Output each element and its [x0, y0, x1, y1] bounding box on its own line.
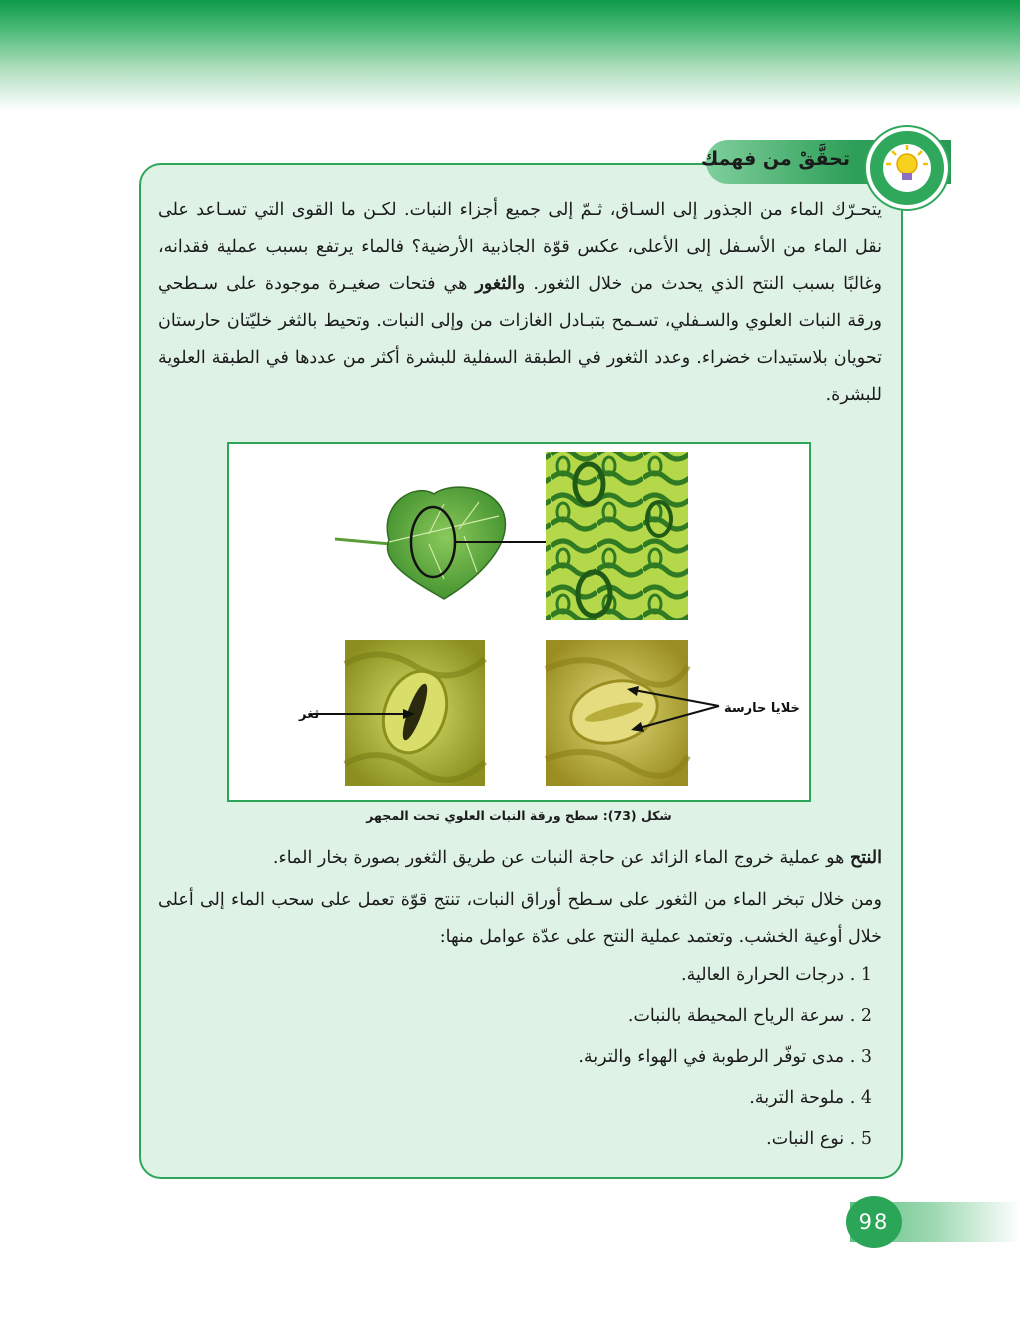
paragraph-transpiration: [158, 840, 882, 877]
factor-item-4: 4 . ملوحة التربة.: [749, 1088, 872, 1108]
page-number: 98: [846, 1196, 902, 1248]
paragraph-factors-intro: ومن خلال تبخر الماء من الثغور على سـطح أوراق النبات، تنتج قوّة تعمل على سحب الماء إلى أعلى خلال أوعية الخشب. وتعتمد عملية النتح على عدّة عوامل منها:: [158, 890, 882, 947]
figure-illustration: [229, 444, 809, 800]
term-transpiration: النتح: [849, 848, 882, 868]
epidermis-micrograph: [546, 452, 688, 620]
section-title: تحقَّقْ من فهمك: [700, 148, 850, 170]
factor-item-3: 3 . مدى توفّر الرطوبة في الهواء والتربة.: [578, 1047, 872, 1067]
label-stoma: ثغر: [299, 707, 320, 722]
top-header-band: [0, 0, 1020, 110]
factor-item-2: 2 . سرعة الرياح المحيطة بالنبات.: [627, 1006, 872, 1026]
paragraph1-part1: يتحـرّك الماء من الجذور إلى السـاق، ثـمّ إلى جميع أجزاء النبات. لكـن ما القوى التي تسـاعد على نقل الماء من الأسـفل إلى الأعلى، عكس قوّة الجاذبية الأرضية؟ فالماء يرتفع بسبب عملية فقدانه، وغالبًا بسبب النتح الذي يحدث من خلال الثغور. و: [158, 200, 882, 294]
term-stomata: الثغور: [475, 274, 517, 294]
label-guard-cells: خلايا حارسة: [724, 701, 800, 716]
factor-item-5: 5 . نوع النبات.: [766, 1129, 872, 1149]
guard-cells-micrograph: [546, 640, 688, 786]
leaf-image: [335, 487, 505, 599]
paragraph1-part2: هي فتحات صغيـرة موجودة على سـطحي ورقة النبات العلوي والسـفلي، تسـمح بتبـادل الغازات من وإلى النبات. وتحيط بالثغر خليّتان حارستان تحويان بلاستيدات خضراء. وعدد الثغور في الطبقة السفلية للبشرة أكثر من عددها في الطبقة العلوية للبشرة.: [158, 274, 882, 405]
paragraph2-text: هو عملية خروج الماء الزائد عن حاجة النبات عن طريق الثغور بصورة بخار الماء.: [272, 848, 850, 868]
figure-leaf-microscope: [227, 442, 811, 802]
figure-caption: شكل (73): سطح ورقة النبات العلوي تحت المجهر: [366, 808, 672, 823]
factor-item-1: 1 . درجات الحرارة العالية.: [681, 965, 872, 985]
paragraph-stomata: [158, 192, 882, 414]
